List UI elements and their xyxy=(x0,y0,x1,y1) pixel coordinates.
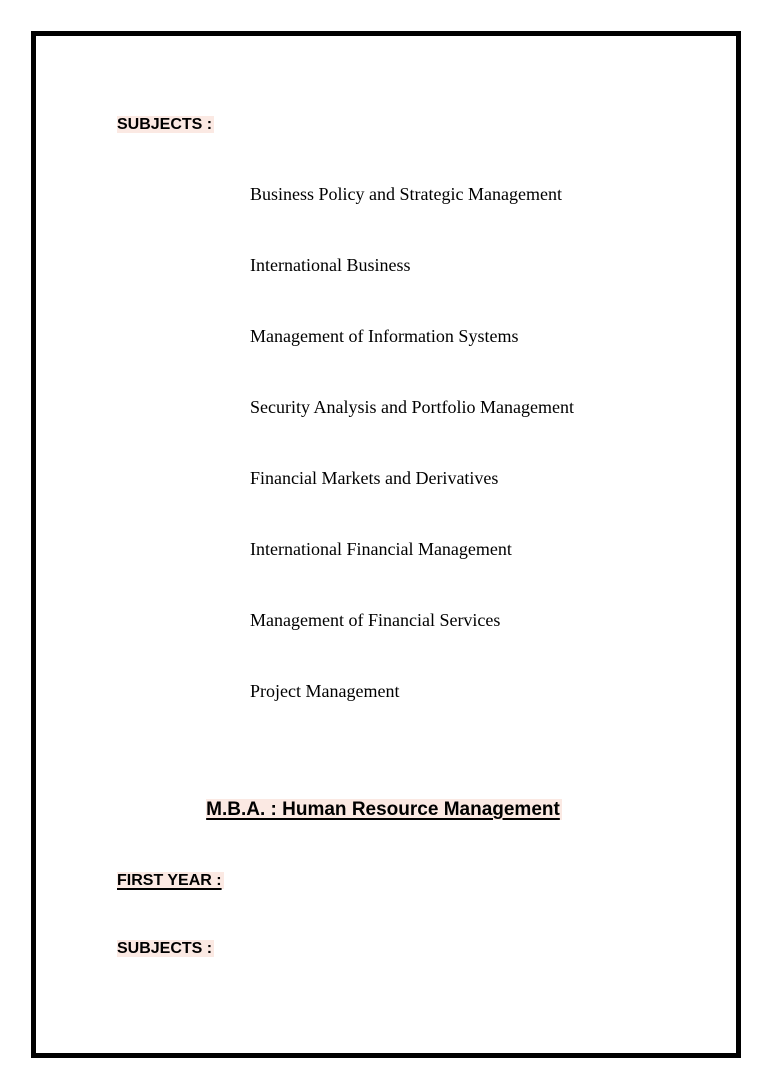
subjects-heading-text: SUBJECTS : xyxy=(117,116,213,133)
program-title xyxy=(0,798,768,822)
subject-item: Financial Markets and Derivatives xyxy=(250,468,499,488)
subjects-heading-2-text: SUBJECTS : xyxy=(117,940,213,957)
subject-item: International Financial Management xyxy=(250,539,512,559)
first-year-heading-text: FIRST YEAR : xyxy=(117,872,222,889)
subject-item: Management of Financial Services xyxy=(250,610,501,630)
subject-item: Business Policy and Strategic Management xyxy=(250,184,562,204)
subject-item: Management of Information Systems xyxy=(250,326,519,346)
subject-item: Project Management xyxy=(250,681,400,701)
subject-item: International Business xyxy=(250,255,411,275)
subjects-heading-2 xyxy=(117,939,214,959)
program-title-text: M.B.A. : Human Resource Management xyxy=(206,799,560,820)
subject-item: Security Analysis and Portfolio Management xyxy=(250,397,574,417)
subjects-heading xyxy=(117,115,214,135)
first-year-heading xyxy=(117,871,224,891)
